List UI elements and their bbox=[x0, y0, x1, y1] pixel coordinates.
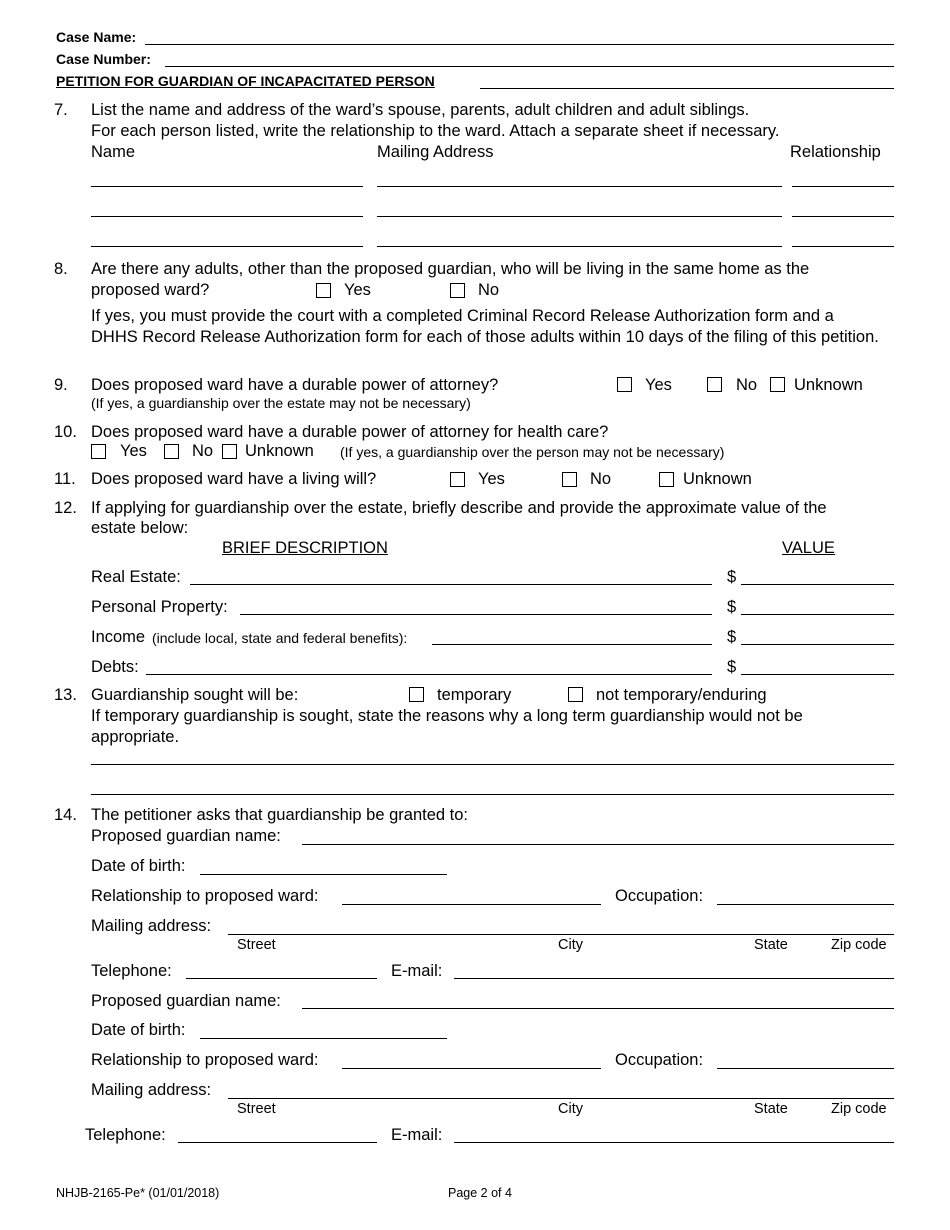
relationship-label: Relationship to proposed ward: bbox=[91, 887, 319, 905]
case-name-field[interactable] bbox=[145, 44, 894, 45]
q7-line2: For each person listed, write the relationship to the ward. Attach a separate sheet if necessary. bbox=[91, 122, 780, 140]
relationship-field[interactable] bbox=[342, 904, 601, 905]
q11-yes-label: Yes bbox=[478, 470, 505, 488]
guardian-name-label: Proposed guardian name: bbox=[91, 827, 281, 845]
q12-line1: If applying for guardianship over the estate, briefly describe and provide the approximate value of the bbox=[91, 499, 827, 517]
relative-relationship-field[interactable] bbox=[792, 246, 894, 247]
telephone-label: Telephone: bbox=[91, 962, 172, 980]
q9-yes-label: Yes bbox=[645, 376, 672, 394]
dollar-sign: $ bbox=[727, 568, 737, 586]
q8-no-checkbox[interactable] bbox=[450, 283, 465, 298]
occupation-field[interactable] bbox=[717, 904, 894, 905]
guardian-name-label: Proposed guardian name: bbox=[91, 992, 281, 1010]
q11-number: 11. bbox=[54, 470, 76, 488]
case-number-field[interactable] bbox=[165, 66, 894, 67]
dollar-sign: $ bbox=[727, 658, 737, 676]
debts-field[interactable] bbox=[146, 674, 712, 675]
case-number-label: Case Number: bbox=[56, 51, 151, 67]
not-temporary-checkbox[interactable] bbox=[568, 687, 583, 702]
city-caption: City bbox=[558, 1101, 583, 1117]
telephone-field[interactable] bbox=[186, 978, 377, 979]
real-estate-label: Real Estate: bbox=[91, 568, 181, 586]
q13-question: Guardianship sought will be: bbox=[91, 686, 299, 704]
date-of-birth-field[interactable] bbox=[200, 874, 447, 875]
street-caption: Street bbox=[237, 1101, 276, 1117]
debts-value-field[interactable] bbox=[741, 674, 894, 675]
form-id: NHJB-2165-Pe* (01/01/2018) bbox=[56, 1186, 220, 1200]
q7-col-relationship: Relationship bbox=[790, 143, 881, 161]
occupation-label: Occupation: bbox=[615, 887, 704, 905]
q11-yes-checkbox[interactable] bbox=[450, 472, 465, 487]
reasons-field[interactable] bbox=[91, 764, 894, 765]
title-rule bbox=[480, 88, 894, 89]
guardian-name-field[interactable] bbox=[302, 844, 894, 845]
personal-property-label: Personal Property: bbox=[91, 598, 228, 616]
q8-yes-label: Yes bbox=[344, 281, 371, 299]
income-label: Income bbox=[91, 628, 146, 646]
relative-relationship-field[interactable] bbox=[792, 216, 894, 217]
occupation-field[interactable] bbox=[717, 1068, 894, 1069]
q10-no-checkbox[interactable] bbox=[164, 444, 179, 459]
q9-yes-checkbox[interactable] bbox=[617, 377, 632, 392]
q9-unknown-checkbox[interactable] bbox=[770, 377, 785, 392]
q11-no-label: No bbox=[590, 470, 612, 488]
date-of-birth-field[interactable] bbox=[200, 1038, 447, 1039]
q9-no-label: No bbox=[736, 376, 758, 394]
q8-no-label: No bbox=[478, 281, 500, 299]
telephone-field[interactable] bbox=[178, 1142, 377, 1143]
q8-note: If yes, you must provide the court with a completed Criminal Record Release Authorization form and a DHHS Record Release Authorization form for each of those adults within 10 days of the filing of this petition. bbox=[91, 307, 879, 346]
real-estate-value-field[interactable] bbox=[741, 584, 894, 585]
income-field[interactable] bbox=[432, 644, 712, 645]
date-of-birth-label: Date of birth: bbox=[91, 857, 186, 875]
telephone-label: Telephone: bbox=[85, 1126, 166, 1144]
state-caption: State bbox=[754, 937, 788, 953]
q13-note: If temporary guardianship is sought, state the reasons why a long term guardianship would not be appropriate. bbox=[91, 707, 803, 746]
q7-number: 7. bbox=[54, 101, 68, 119]
guardian-name-field[interactable] bbox=[302, 1008, 894, 1009]
relationship-label: Relationship to proposed ward: bbox=[91, 1051, 319, 1069]
zip-caption: Zip code bbox=[831, 937, 887, 953]
q10-unknown-label: Unknown bbox=[245, 442, 314, 460]
date-of-birth-label: Date of birth: bbox=[91, 1021, 186, 1039]
q10-yes-label: Yes bbox=[120, 442, 147, 460]
email-field[interactable] bbox=[454, 1142, 894, 1143]
q14-number: 14. bbox=[54, 806, 77, 824]
q8-line1: Are there any adults, other than the proposed guardian, who will be living in the same home as the bbox=[91, 260, 810, 278]
mailing-address-field[interactable] bbox=[228, 1098, 894, 1099]
q7-col-address: Mailing Address bbox=[377, 143, 494, 161]
relative-address-field[interactable] bbox=[377, 246, 782, 247]
page-number: Page 2 of 4 bbox=[448, 1186, 512, 1200]
q7-col-name: Name bbox=[91, 143, 136, 161]
q9-unknown-label: Unknown bbox=[794, 376, 863, 394]
q9-note: (If yes, a guardianship over the estate may not be necessary) bbox=[91, 395, 471, 411]
temporary-checkbox[interactable] bbox=[409, 687, 424, 702]
relationship-field[interactable] bbox=[342, 1068, 601, 1069]
relative-name-field[interactable] bbox=[91, 216, 363, 217]
q10-note: (If yes, a guardianship over the person may not be necessary) bbox=[340, 444, 725, 460]
q9-question: Does proposed ward have a durable power of attorney? bbox=[91, 376, 499, 394]
income-note: (include local, state and federal benefits): bbox=[152, 630, 408, 646]
q13-number: 13. bbox=[54, 686, 77, 704]
email-field[interactable] bbox=[454, 978, 894, 979]
email-label: E-mail: bbox=[391, 962, 443, 980]
street-caption: Street bbox=[237, 937, 276, 953]
q11-unknown-label: Unknown bbox=[683, 470, 752, 488]
q10-question: Does proposed ward have a durable power of attorney for health care? bbox=[91, 423, 609, 441]
income-value-field[interactable] bbox=[741, 644, 894, 645]
q8-yes-checkbox[interactable] bbox=[316, 283, 331, 298]
mailing-address-label: Mailing address: bbox=[91, 917, 212, 935]
zip-caption: Zip code bbox=[831, 1101, 887, 1117]
form-title: PETITION FOR GUARDIAN OF INCAPACITATED PERSON bbox=[56, 73, 435, 89]
value-heading: VALUE bbox=[782, 539, 835, 557]
mailing-address-field[interactable] bbox=[228, 934, 894, 935]
relative-name-field[interactable] bbox=[91, 186, 363, 187]
q8-line2: proposed ward? bbox=[91, 281, 210, 299]
q8-number: 8. bbox=[54, 260, 68, 278]
q11-question: Does proposed ward have a living will? bbox=[91, 470, 377, 488]
reasons-field[interactable] bbox=[91, 794, 894, 795]
not-temporary-label: not temporary/enduring bbox=[596, 686, 767, 704]
debts-label: Debts: bbox=[91, 658, 139, 676]
personal-property-field[interactable] bbox=[240, 614, 712, 615]
mailing-address-label: Mailing address: bbox=[91, 1081, 212, 1099]
q9-number: 9. bbox=[54, 376, 68, 394]
q12-number: 12. bbox=[54, 499, 77, 517]
temporary-label: temporary bbox=[437, 686, 512, 704]
q14-intro: The petitioner asks that guardianship be granted to: bbox=[91, 806, 468, 824]
q10-no-label: No bbox=[192, 442, 214, 460]
q9-no-checkbox[interactable] bbox=[707, 377, 722, 392]
relative-name-field[interactable] bbox=[91, 246, 363, 247]
dollar-sign: $ bbox=[727, 628, 737, 646]
case-name-label: Case Name: bbox=[56, 29, 137, 45]
relative-relationship-field[interactable] bbox=[792, 186, 894, 187]
brief-description-heading: BRIEF DESCRIPTION bbox=[222, 539, 388, 557]
real-estate-field[interactable] bbox=[190, 584, 712, 585]
state-caption: State bbox=[754, 1101, 788, 1117]
q11-unknown-checkbox[interactable] bbox=[659, 472, 674, 487]
occupation-label: Occupation: bbox=[615, 1051, 704, 1069]
q12-line2: estate below: bbox=[91, 519, 189, 537]
q10-unknown-checkbox[interactable] bbox=[222, 444, 237, 459]
email-label: E-mail: bbox=[391, 1126, 443, 1144]
dollar-sign: $ bbox=[727, 598, 737, 616]
q10-yes-checkbox[interactable] bbox=[91, 444, 106, 459]
q7-line1: List the name and address of the ward’s spouse, parents, adult children and adult siblings. bbox=[91, 101, 750, 119]
q11-no-checkbox[interactable] bbox=[562, 472, 577, 487]
relative-address-field[interactable] bbox=[377, 216, 782, 217]
personal-property-value-field[interactable] bbox=[741, 614, 894, 615]
q10-number: 10. bbox=[54, 423, 77, 441]
relative-address-field[interactable] bbox=[377, 186, 782, 187]
city-caption: City bbox=[558, 937, 583, 953]
